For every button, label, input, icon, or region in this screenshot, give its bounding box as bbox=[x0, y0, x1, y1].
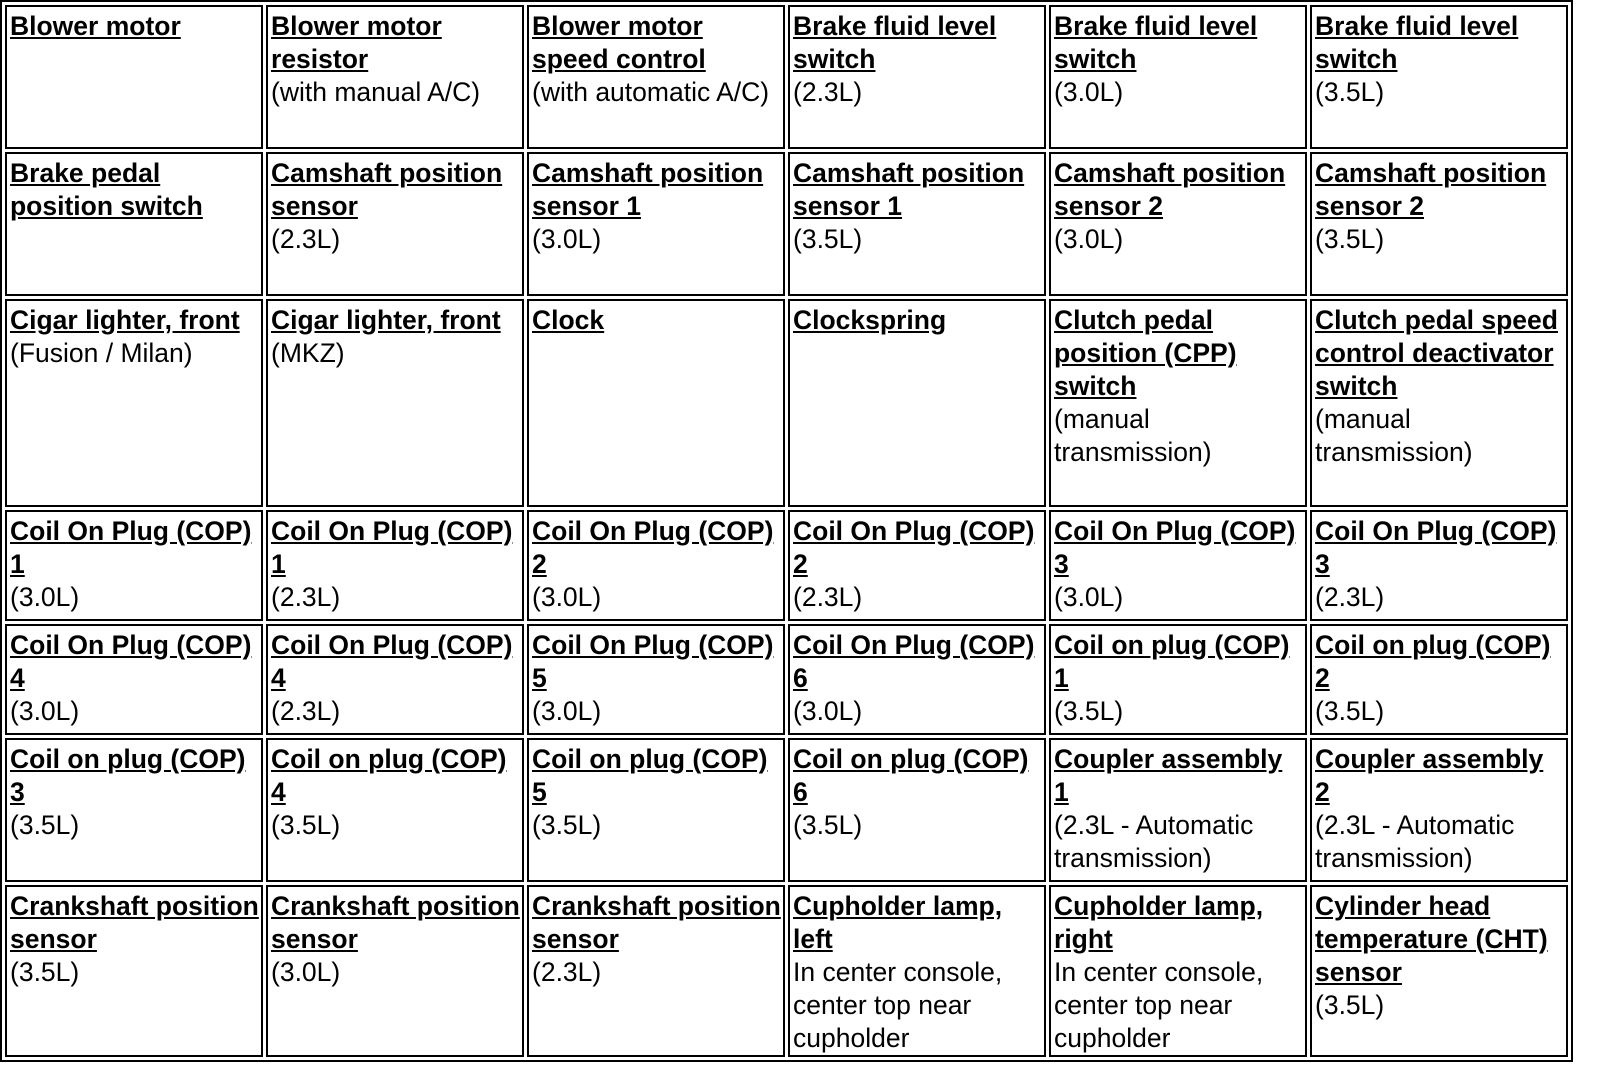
component-link[interactable]: Crankshaft position sensor bbox=[532, 891, 781, 954]
component-link[interactable]: Coil on plug (COP) 5 bbox=[532, 744, 768, 807]
component-cell bbox=[1310, 510, 1568, 621]
component-cell bbox=[5, 152, 263, 296]
component-note: (3.5L) bbox=[1315, 696, 1385, 726]
component-cell bbox=[5, 5, 263, 149]
component-link[interactable]: Coil On Plug (COP) 3 bbox=[1054, 516, 1296, 579]
component-note: (3.5L) bbox=[1054, 696, 1124, 726]
component-link[interactable]: Coil On Plug (COP) 6 bbox=[793, 630, 1035, 693]
component-cell bbox=[527, 5, 785, 149]
component-link[interactable]: Coil on plug (COP) 2 bbox=[1315, 630, 1551, 693]
component-cell bbox=[1049, 624, 1307, 735]
component-note: (3.5L) bbox=[10, 957, 80, 987]
table-row bbox=[5, 624, 1568, 735]
component-note: (2.3L) bbox=[271, 582, 341, 612]
table-row bbox=[5, 510, 1568, 621]
component-note: (3.5L) bbox=[532, 810, 602, 840]
component-note: (2.3L - Automatic transmission) bbox=[1315, 810, 1515, 873]
component-cell bbox=[5, 885, 263, 1057]
component-cell bbox=[527, 624, 785, 735]
component-note: (3.5L) bbox=[1315, 77, 1385, 107]
component-cell bbox=[266, 299, 524, 507]
component-cell bbox=[1049, 299, 1307, 507]
component-note: (2.3L) bbox=[271, 696, 341, 726]
component-cell bbox=[266, 624, 524, 735]
component-cell bbox=[1310, 299, 1568, 507]
component-note: (MKZ) bbox=[271, 338, 345, 368]
component-link[interactable]: Blower motor speed control bbox=[532, 11, 706, 74]
component-link[interactable]: Clock bbox=[532, 305, 605, 335]
component-link[interactable]: Camshaft position sensor 2 bbox=[1054, 158, 1286, 221]
component-cell bbox=[5, 299, 263, 507]
component-note: (3.0L) bbox=[1054, 582, 1124, 612]
component-link[interactable]: Coil on plug (COP) 6 bbox=[793, 744, 1029, 807]
component-note: (with manual A/C) bbox=[271, 77, 481, 107]
component-cell bbox=[1049, 885, 1307, 1057]
component-cell bbox=[788, 885, 1046, 1057]
component-cell bbox=[527, 738, 785, 882]
component-note: (3.0L) bbox=[1054, 77, 1124, 107]
component-cell bbox=[1310, 152, 1568, 296]
component-link[interactable]: Coil on plug (COP) 3 bbox=[10, 744, 246, 807]
component-cell bbox=[1310, 624, 1568, 735]
table-row bbox=[5, 738, 1568, 882]
component-cell bbox=[5, 510, 263, 621]
component-note: (2.3L) bbox=[532, 957, 602, 987]
component-link[interactable]: Coil On Plug (COP) 3 bbox=[1315, 516, 1557, 579]
component-note: (3.0L) bbox=[10, 696, 80, 726]
component-link[interactable]: Coupler assembly 1 bbox=[1054, 744, 1283, 807]
component-link[interactable]: Brake fluid level switch bbox=[793, 11, 997, 74]
component-note: (with automatic A/C) bbox=[532, 77, 770, 107]
component-cell bbox=[266, 510, 524, 621]
table-row bbox=[5, 5, 1568, 149]
component-note: (2.3L) bbox=[793, 582, 863, 612]
component-cell bbox=[527, 510, 785, 621]
component-cell bbox=[1049, 152, 1307, 296]
component-link[interactable]: Crankshaft position sensor bbox=[271, 891, 520, 954]
component-note: (3.0L) bbox=[10, 582, 80, 612]
component-link[interactable]: Coil On Plug (COP) 5 bbox=[532, 630, 774, 693]
component-link[interactable]: Cigar lighter, front bbox=[271, 305, 501, 335]
component-link[interactable]: Coil On Plug (COP) 1 bbox=[10, 516, 252, 579]
component-cell bbox=[5, 738, 263, 882]
component-cell bbox=[1049, 510, 1307, 621]
component-cell bbox=[527, 152, 785, 296]
component-link[interactable]: Cylinder head temperature (CHT) sensor bbox=[1315, 891, 1548, 987]
component-cell bbox=[5, 624, 263, 735]
component-cell bbox=[1310, 5, 1568, 149]
component-cell bbox=[1310, 885, 1568, 1057]
component-link[interactable]: Crankshaft position sensor bbox=[10, 891, 259, 954]
component-link[interactable]: Camshaft position sensor 2 bbox=[1315, 158, 1547, 221]
component-note: (3.5L) bbox=[793, 224, 863, 254]
component-cell bbox=[266, 738, 524, 882]
component-note: (3.0L) bbox=[271, 957, 341, 987]
component-note: (3.0L) bbox=[532, 696, 602, 726]
component-link[interactable]: Camshaft position sensor bbox=[271, 158, 503, 221]
component-cell bbox=[788, 510, 1046, 621]
component-link[interactable]: Camshaft position sensor 1 bbox=[793, 158, 1025, 221]
table-row bbox=[5, 885, 1568, 1057]
component-cell bbox=[1310, 738, 1568, 882]
component-note: (3.5L) bbox=[1315, 990, 1385, 1020]
component-note: (3.0L) bbox=[793, 696, 863, 726]
component-cell bbox=[1049, 5, 1307, 149]
component-note: (manual transmission) bbox=[1315, 404, 1473, 467]
component-link[interactable]: Brake fluid level switch bbox=[1054, 11, 1258, 74]
component-note: (3.5L) bbox=[271, 810, 341, 840]
component-link[interactable]: Coupler assembly 2 bbox=[1315, 744, 1544, 807]
component-cell bbox=[527, 299, 785, 507]
component-note: (2.3L) bbox=[793, 77, 863, 107]
component-link[interactable]: Coil On Plug (COP) 4 bbox=[271, 630, 513, 693]
component-note: (3.0L) bbox=[532, 224, 602, 254]
component-link[interactable]: Cupholder lamp, left bbox=[793, 891, 1003, 954]
component-cell bbox=[788, 152, 1046, 296]
component-cell bbox=[788, 624, 1046, 735]
component-link[interactable]: Camshaft position sensor 1 bbox=[532, 158, 764, 221]
component-cell bbox=[788, 738, 1046, 882]
component-note: (3.5L) bbox=[1315, 224, 1385, 254]
component-note: (2.3L) bbox=[271, 224, 341, 254]
component-cell bbox=[266, 5, 524, 149]
table-row bbox=[5, 152, 1568, 296]
component-link[interactable]: Coil On Plug (COP) 2 bbox=[793, 516, 1035, 579]
component-note: (3.0L) bbox=[1054, 224, 1124, 254]
component-link[interactable]: Brake fluid level switch bbox=[1315, 11, 1519, 74]
component-note: In center console, center top near cupholder bbox=[793, 957, 1003, 1053]
component-link[interactable]: Cigar lighter, front bbox=[10, 305, 240, 335]
component-cell bbox=[266, 152, 524, 296]
component-link[interactable]: Coil on plug (COP) 4 bbox=[271, 744, 507, 807]
component-link[interactable]: Coil On Plug (COP) 2 bbox=[532, 516, 774, 579]
component-note: (2.3L - Automatic transmission) bbox=[1054, 810, 1254, 873]
component-cell bbox=[1049, 738, 1307, 882]
component-note: In center console, center top near cupholder bbox=[1054, 957, 1264, 1053]
component-cell bbox=[266, 885, 524, 1057]
component-link[interactable]: Blower motor bbox=[10, 11, 181, 41]
component-link[interactable]: Coil On Plug (COP) 4 bbox=[10, 630, 252, 693]
component-note: (manual transmission) bbox=[1054, 404, 1212, 467]
component-cell bbox=[527, 885, 785, 1057]
component-note: (3.5L) bbox=[10, 810, 80, 840]
component-link[interactable]: Blower motor resistor bbox=[271, 11, 442, 74]
component-link[interactable]: Coil On Plug (COP) 1 bbox=[271, 516, 513, 579]
table-body bbox=[5, 5, 1568, 1057]
component-link[interactable]: Clutch pedal position (CPP) switch bbox=[1054, 305, 1237, 401]
component-cell bbox=[788, 5, 1046, 149]
component-note: (3.5L) bbox=[793, 810, 863, 840]
component-note: (3.0L) bbox=[532, 582, 602, 612]
component-link[interactable]: Clockspring bbox=[793, 305, 947, 335]
component-link[interactable]: Cupholder lamp, right bbox=[1054, 891, 1264, 954]
component-cell bbox=[788, 299, 1046, 507]
component-link[interactable]: Clutch pedal speed control deactivator switch bbox=[1315, 305, 1558, 401]
table-row bbox=[5, 299, 1568, 507]
component-note: (Fusion / Milan) bbox=[10, 338, 193, 368]
component-link[interactable]: Brake pedal position switch bbox=[10, 158, 203, 221]
component-note: (2.3L) bbox=[1315, 582, 1385, 612]
component-link[interactable]: Coil on plug (COP) 1 bbox=[1054, 630, 1290, 693]
